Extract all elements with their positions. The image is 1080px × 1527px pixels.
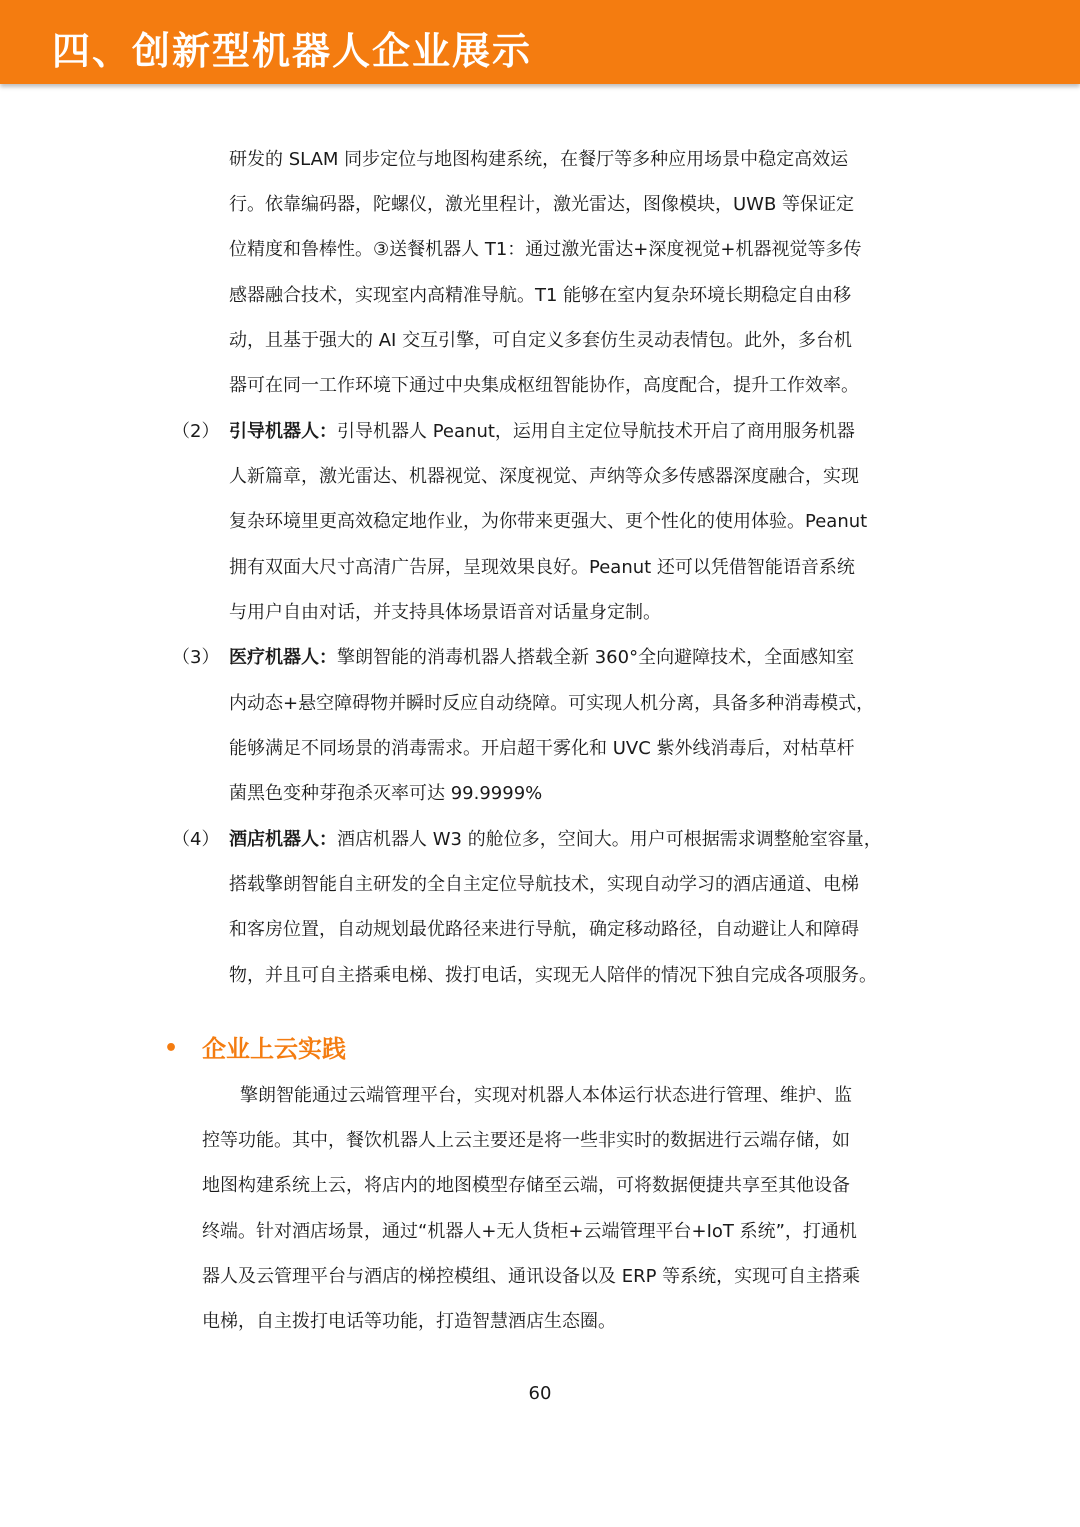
paragraph-line: 器可在同一工作环境下通过中央集成枢纽智能协作，高度配合，提升工作效率。 [229, 375, 859, 396]
item-line: 拥有双面大尺寸高清广告屏，呈现效果良好。Peanut 还可以凭借智能语音系统 [229, 557, 855, 578]
item-text: 引导机器人 Peanut，运用自主定位导航技术开启了商用服务机器 [337, 421, 855, 442]
item-title: 酒店机器人： [229, 829, 337, 850]
section-title: 企业上云实践 [202, 1035, 346, 1063]
section-line: 擎朗智能通过云端管理平台，实现对机器人本体运行状态进行管理、维护、监 [240, 1085, 852, 1106]
item-title: 医疗机器人： [229, 647, 337, 668]
page-title: 四、创新型机器人企业展示 [52, 29, 533, 73]
section-line: 电梯，自主拨打电话等功能，打造智慧酒店生态圈。 [202, 1311, 616, 1332]
paragraph-line: 感器融合技术，实现室内高精准导航。T1 能够在室内复杂环境长期稳定自由移 [229, 285, 852, 306]
page-number: 60 [528, 1383, 552, 1404]
item-line: 和客房位置，自动规划最优路径来进行导航，确定移动路径，自动避让人和障碍 [229, 919, 859, 940]
item-line: 物，并且可自主搭乘电梯、拨打电话，实现无人陪伴的情况下独自完成各项服务。 [229, 965, 877, 986]
item-line: 与用户自由对话，并支持具体场景语音对话量身定制。 [229, 602, 661, 623]
item-line: 人新篇章，激光雷达、机器视觉、深度视觉、声纳等众多传感器深度融合，实现 [229, 466, 859, 487]
header-bar [0, 0, 1080, 84]
item-number: （4） [172, 829, 220, 850]
paragraph-line: 位精度和鲁棒性。③送餐机器人 T1：通过激光雷达+深度视觉+机器视觉等多传 [229, 239, 862, 260]
section-line: 控等功能。其中，餐饮机器人上云主要还是将一些非实时的数据进行云端存储，如 [202, 1130, 850, 1151]
item-text: 酒店机器人 W3 的舱位多，空间大。用户可根据需求调整舱室容量， [337, 829, 882, 850]
item-first-line [229, 827, 882, 853]
item-number: （2） [172, 421, 220, 442]
paragraph-line: 研发的 SLAM 同步定位与地图构建系统，在餐厅等多种应用场景中稳定高效运 [229, 149, 849, 170]
paragraph-line: 行。依靠编码器，陀螺仪，激光里程计，激光雷达，图像模块，UWB 等保证定 [229, 194, 855, 215]
item-first-line [229, 419, 855, 445]
section-line: 器人及云管理平台与酒店的梯控模组、通讯设备以及 ERP 等系统，实现可自主搭乘 [202, 1266, 861, 1287]
item-number: （3） [172, 647, 220, 668]
item-line: 复杂环境里更高效稳定地作业，为你带来更强大、更个性化的使用体验。Peanut [229, 511, 868, 532]
paragraph-line: 动，且基于强大的 AI 交互引擎，可自定义多套仿生灵动表情包。此外，多台机 [229, 330, 853, 351]
item-line: 能够满足不同场景的消毒需求。开启超干雾化和 UVC 紫外线消毒后，对枯草杆 [229, 738, 855, 759]
item-text: 擎朗智能的消毒机器人搭载全新 360°全向避障技术，全面感知室 [337, 647, 855, 668]
item-line: 菌黑色变种芽孢杀灭率可达 99.9999% [229, 783, 543, 804]
section-line: 终端。针对酒店场景，通过“机器人+无人货柜+云端管理平台+IoT 系统”，打通机 [202, 1221, 857, 1242]
item-first-line [229, 645, 854, 671]
bullet-icon: • [164, 1036, 179, 1061]
item-title: 引导机器人： [229, 421, 337, 442]
item-line: 搭载擎朗智能自主研发的全自主定位导航技术，实现自动学习的酒店通道、电梯 [229, 874, 859, 895]
section-line: 地图构建系统上云，将店内的地图模型存储至云端，可将数据便捷共享至其他设备 [202, 1175, 850, 1196]
item-line: 内动态+悬空障碍物并瞬时反应自动绕障。可实现人机分离，具备多种消毒模式， [229, 693, 875, 714]
